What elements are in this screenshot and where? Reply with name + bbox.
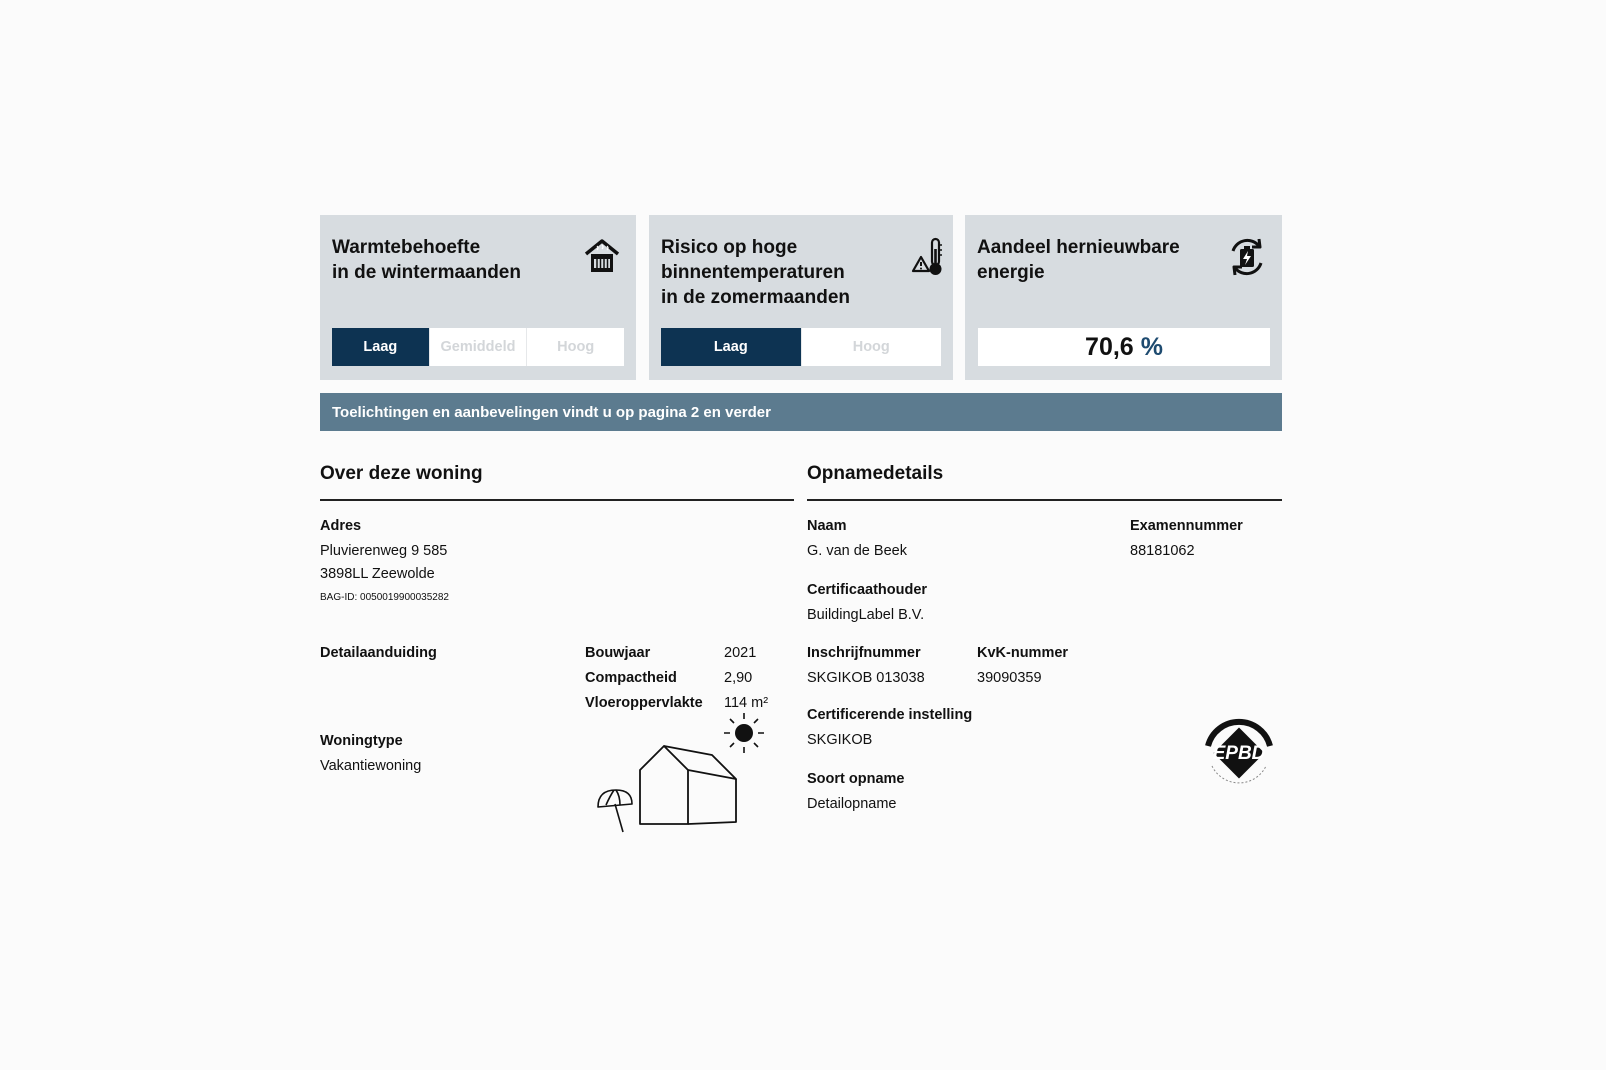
epbd-logo [1196,710,1282,796]
renewable-share-value: 70,6 [1085,332,1134,361]
thermometer-warning-icon [911,235,945,279]
naam-value: G. van de Beek [807,543,907,559]
overheat-risk-laag: Laag [661,328,802,366]
adres-line1: Pluvierenweg 9 585 [320,543,448,559]
certificaathouder-value: BuildingLabel B.V. [807,607,925,623]
opname-section-rule [807,499,1282,501]
heat-demand-scale [332,328,624,366]
renewable-battery-icon [1225,235,1269,279]
card-overheat-risk-title: Risico op hoge binnentemperaturen in de zomermaanden [661,237,850,308]
adres-label: Adres [320,518,362,534]
inschrijfnummer-value: SKGIKOB 013038 [807,670,925,686]
renewable-share-unit: % [1140,332,1163,361]
parasol-icon [598,790,632,832]
woning-section-rule [320,499,794,501]
epbd-logo-text: EPBD [1212,743,1266,764]
card-renewable-share-title: Aandeel hernieuwbare energie [977,237,1180,283]
kvk-label: KvK-nummer [977,645,1069,661]
certificerende-instelling-value: SKGIKOB [807,732,873,748]
heat-demand-gemiddeld: Gemiddeld [430,328,528,366]
compactheid-label: Compactheid [585,670,677,686]
woningtype-label: Woningtype [320,733,403,749]
card-heat-demand-title: Warmtebehoefte in de wintermaanden [332,237,521,283]
opname-section-title: Opnamedetails [807,463,944,484]
vloeroppervlakte-value: 114 m² [724,695,769,711]
bouwjaar-value: 2021 [724,645,757,661]
info-banner: Toelichtingen en aanbevelingen vindt u op pagina 2 en verder [320,393,1282,431]
house-heat-icon [582,237,622,277]
vloeroppervlakte-label: Vloeroppervlakte [585,695,703,711]
detailaanduiding-label: Detailaanduiding [320,645,437,661]
naam-label: Naam [807,518,847,534]
woning-section-title: Over deze woning [320,463,483,484]
house-illustration [590,710,780,835]
card-renewable-share [965,215,1282,380]
overheat-risk-scale [661,328,941,366]
kvk-value: 39090359 [977,670,1042,686]
heat-demand-hoog: Hoog [557,339,595,355]
adres-line2: 3898LL Zeewolde [320,566,435,582]
inschrijfnummer-label: Inschrijfnummer [807,645,921,661]
bag-id: BAG-ID: 0050019900035282 [320,592,449,603]
house-outline-icon [640,746,736,824]
examennummer-label: Examennummer [1130,518,1243,534]
soort-opname-value: Detailopname [807,796,897,812]
bouwjaar-label: Bouwjaar [585,645,651,661]
soort-opname-label: Soort opname [807,771,905,787]
card-overheat-risk [649,215,953,380]
certificerende-instelling-label: Certificerende instelling [807,707,973,723]
examennummer-value: 88181062 [1130,543,1195,559]
card-heat-demand [320,215,636,380]
compactheid-value: 2,90 [724,670,753,686]
heat-demand-laag: Laag [332,328,430,366]
woningtype-value: Vakantiewoning [320,758,422,774]
renewable-share-value-box [978,328,1270,366]
sun-icon [724,713,764,753]
overheat-risk-hoog: Hoog [852,339,890,355]
certificaathouder-label: Certificaathouder [807,582,928,598]
